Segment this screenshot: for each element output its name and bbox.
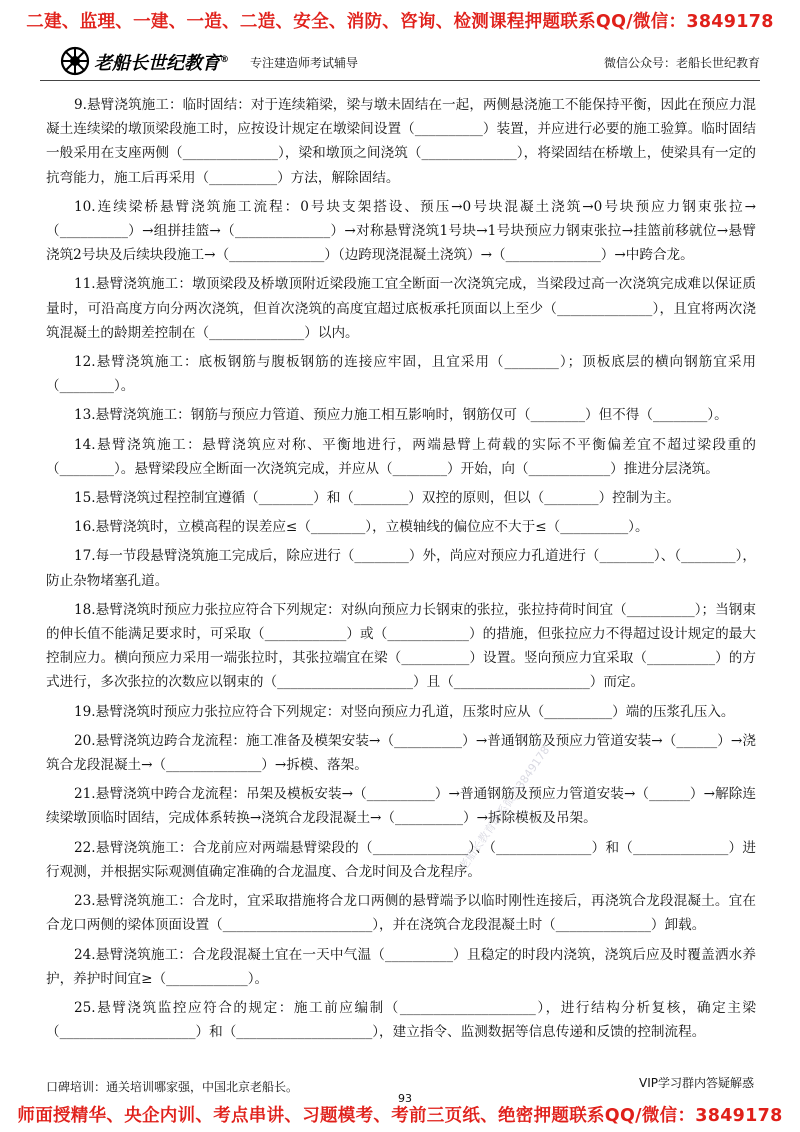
question-item: 15.悬臂浇筑过程控制宜遵循（________）和（________）双控的原则，但以（________）控制为主。 — [74, 490, 681, 507]
question-item: 24.悬臂浇筑施工：合龙段混凝土宜在一天中气温（__________）且稳定的时段内浇筑，浇筑后应及时覆盖洒水养护，养护时间宜≥（____________）。 — [46, 946, 756, 987]
question-item: 20.悬臂浇筑边跨合龙流程：施工准备及模架安装→（__________）→普通钢筋及预应力管道安装→（______）→浇筑合龙段混凝土→（______________）→拆模、落架。 — [46, 732, 756, 774]
top-contact-banner: 二建、监理、一建、一造、二造、安全、消防、咨询、检测课程押题联系QQ/微信：3849178 — [26, 12, 774, 32]
question-item: 10.连续梁桥悬臂浇筑施工流程：0号块支架搭设、预压→0号块混凝土浇筑→0号块预应力钢束张拉→（__________）→组拼挂篮→（______________）→对称悬臂浇筑1号块→1号块预应力钢束张拉→挂篮前移就位→悬臂浇筑2号块及后续块段施工→（______________）（边跨现浇混凝土浇筑）→（______________）→中跨合龙。 — [46, 198, 756, 264]
page-number: 93 — [398, 1092, 412, 1105]
wechat-account: 微信公众号：老船长世纪教育 — [603, 56, 760, 70]
question-item: 17.每一节段悬臂浇筑施工完成后，除应进行（________）外，尚应对预应力孔道进行（________）、（________），防止杂物堵塞孔道。 — [46, 548, 756, 589]
question-item: 21.悬臂浇筑中跨合龙流程：吊架及模板安装→（__________）→普通钢筋及预应力管道安装→（______）→解除连续梁墩顶临时固结，完成体系转换→浇筑合龙段混凝土→（__________）→拆除模板及吊架。 — [46, 786, 756, 827]
question-item: 13.悬臂浇筑施工：钢筋与预应力管道、预应力施工相互影响时，钢筋仅可（________）但不得（________）。 — [74, 407, 728, 424]
header-divider — [40, 80, 760, 81]
question-item: 9.悬臂浇筑施工：临时固结：对于连续箱梁，梁与墩未固结在一起，两侧悬浇施工不能保持平衡，因此在预应力混凝土连续梁的墩顶梁段施工时，应按设计规定在墩梁间设置（__________）装置，并应进行必要的施工验算。临时固结一般采用在支座两侧（______________），梁和墩顶之间浇筑（______________），将梁固结在桥墩上，使梁具有一定的抗弯能力，施工后再采用（__________）方法，解除固结。 — [46, 97, 756, 186]
watermark-text: 老船长教育联系微信3849178 — [456, 743, 553, 873]
question-item: 25.悬臂浇筑监控应符合的规定：施工前应编制（____________________），进行结构分析复核，确定主梁（____________________）和（____________________），建立指令、监测数据等信息传递和反馈的控制流程。 — [46, 999, 756, 1041]
question-item: 23.悬臂浇筑施工：合龙时，宜采取措施将合龙口两侧的悬臂端予以临时刚性连接后，再浇筑合龙段混凝土。宜在合龙口两侧的梁体顶面设置（______________________），并在浇筑合龙段混凝土时（______________）卸载。 — [46, 893, 756, 934]
question-list — [46, 93, 756, 1049]
footer-vip-note: VIP学习群内答疑解惑 — [639, 1076, 754, 1090]
footer-slogan: 口碑培训：通关培训哪家强，中国北京老船长。 — [46, 1080, 299, 1094]
ship-wheel-logo-icon — [60, 46, 90, 76]
question-item: 16.悬臂浇筑时，立模高程的误差应≤（________），立模轴线的偏位应不大于≤（__________）。 — [74, 519, 649, 536]
question-item: 22.悬臂浇筑施工：合龙前应对两端悬臂梁段的（______________）、（______________）和（______________）进行观测，并根据实际观测值确定准确的合龙温度、合龙时间及合龙程序。 — [46, 839, 756, 880]
question-item: 19.悬臂浇筑时预应力张拉应符合下列规定：对竖向预应力孔道，压浆时应从（__________）端的压浆孔压入。 — [74, 703, 735, 720]
bottom-contact-banner: 师面授精华、央企内训、考点串讲、习题模考、考前三页纸、绝密押题联系QQ/微信：3849178 — [17, 1106, 783, 1126]
question-item: 14.悬臂浇筑施工：悬臂浇筑应对称、平衡地进行，两端悬臂上荷载的实际不平衡偏差宜不超过梁段重的（________）。悬臂梁段应全断面一次浇筑完成，并应从（________）开始，向（____________）推进分层浇筑。 — [46, 436, 756, 477]
brand-tagline: 专注建造师考试辅导 — [250, 56, 359, 70]
page-header — [40, 44, 760, 78]
question-item: 18.悬臂浇筑时预应力张拉应符合下列规定：对纵向预应力长钢束的张拉，张拉持荷时间宜（__________）；当钢束的伸长值不能满足要求时，可采取（____________）或（____________）的措施，但张拉应力不得超过设计规定的最大控制应力。横向预应力采用一端张拉时，其张拉端宜在梁（__________）设置。竖向预应力宜采取（__________）的方式进行，多次张拉的次数应以钢束的（____________________）且（____________________）而定。 — [46, 601, 756, 691]
question-item: 11.悬臂浇筑施工：墩顶梁段及桥墩顶附近梁段施工宜全断面一次浇筑完成，当梁段过高一次浇筑完成难以保证质量时，可沿高度方向分两次浇筑，但首次浇筑的高度宜超过底板承托顶面以上至少（______________），且宜将两次浇筑混凝土的龄期差控制在（______________）以内。 — [46, 276, 756, 341]
brand-logo-text: 老船长世纪教育® — [94, 53, 229, 74]
question-item: 12.悬臂浇筑施工：底板钢筋与腹板钢筋的连接应牢固，且宜采用（________）；顶板底层的横向钢筋宜采用（________）。 — [46, 354, 756, 395]
